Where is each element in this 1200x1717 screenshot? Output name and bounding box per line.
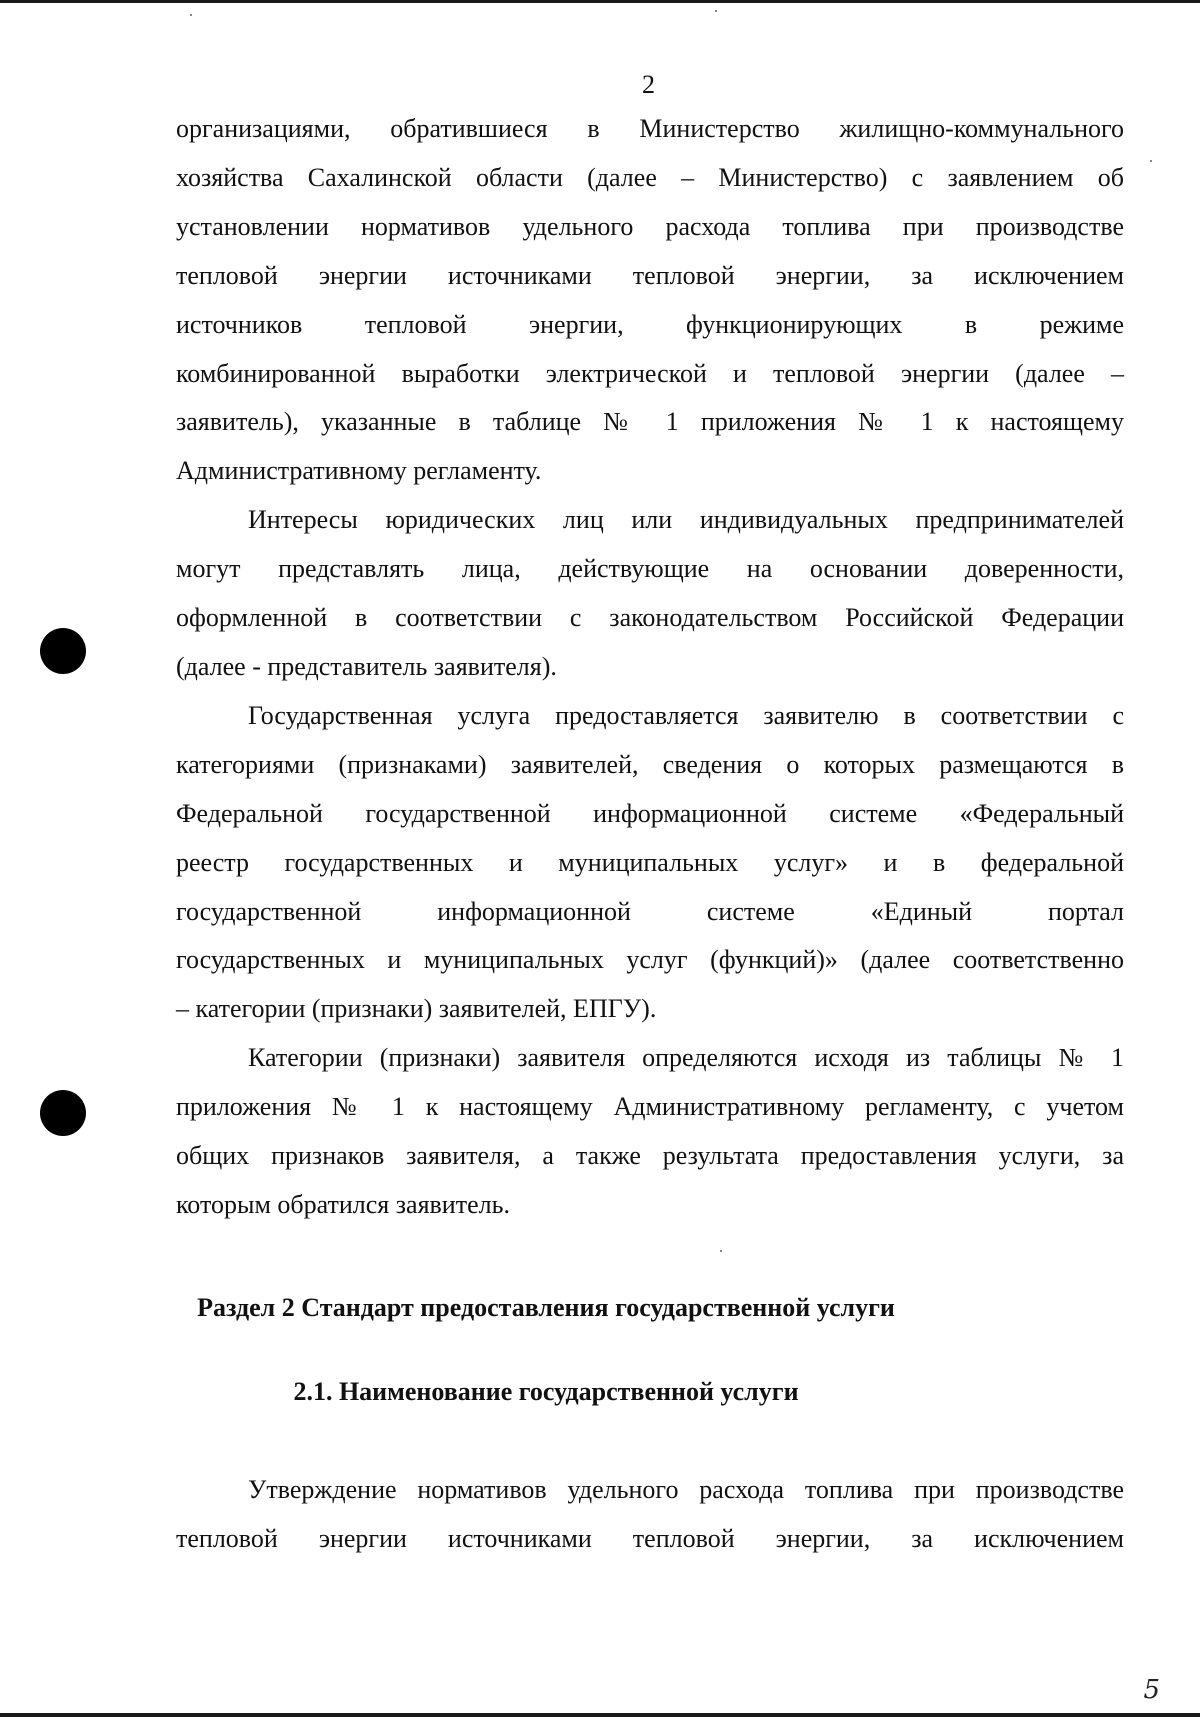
page-number: 2 [642,70,655,99]
text-line: Утверждение нормативов удельного расхода топлива при производстве [248,1475,1124,1504]
scan-speck [1150,160,1152,162]
text-line: Государственная услуга предоставляется заявителю в соответствии с [248,700,1124,730]
paragraph-representatives [176,496,1124,692]
text-line: категориями (признаками) заявителей, сведения о которых размещаются в [176,749,1124,779]
text-line: могут представлять лица, действующие на основании доверенности, [176,554,1124,584]
body-text-top [176,105,1124,1230]
text-line: заявитель), указанные в таблице № 1 приложения № 1 к настоящему [176,407,1124,437]
paragraph-applicants [176,105,1124,496]
text-line: которым обратился заявитель. [176,1189,510,1219]
text-line: источников тепловой энергии, функционирующих в режиме [176,309,1124,339]
text-line: приложения № 1 к настоящему Административному регламенту, с учетом [176,1092,1124,1122]
text-line: хозяйства Сахалинской области (далее – Министерство) с заявлением об [176,162,1124,192]
text-line: организациями, обратившиеся в Министерство жилищно-коммунального [176,114,1124,143]
punch-hole [40,1090,86,1136]
body-text-bottom [176,1466,1124,1563]
text-line: установлении нормативов удельного расхода топлива при производстве [176,211,1124,241]
text-line: Федеральной государственной информационной системе «Федеральный [176,798,1124,828]
text-line: общих признаков заявителя, а также результата предоставления услуги, за [176,1141,1124,1171]
text-line: реестр государственных и муниципальных услуг» и в федеральной [176,847,1124,877]
paragraph-categories [176,692,1124,1034]
subsection-heading: 2.1. Наименование государственной услуги [293,1377,799,1406]
scan-top-edge [0,0,1200,3]
scan-bottom-edge [0,1713,1200,1717]
scan-speck [720,1250,722,1252]
text-line: государственной информационной системе «Единый портал [176,896,1124,926]
text-line: тепловой энергии источниками тепловой энергии, за исключением [176,260,1124,290]
text-line: оформленной в соответствии с законодательством Российской Федерации [176,603,1124,633]
text-line: – категории (признаки) заявителей, ЕПГУ). [176,994,657,1024]
scan-speck [715,10,717,12]
text-line: (далее - представитель заявителя). [176,651,557,681]
punch-hole [40,628,86,674]
scan-speck [190,14,192,16]
handwritten-mark: 5 [1143,1675,1160,1705]
text-line: Категории (признаки) заявителя определяются исходя из таблицы № 1 [248,1043,1124,1073]
text-line: тепловой энергии источниками тепловой энергии, за исключением [176,1523,1124,1553]
text-line: комбинированной выработки электрической и тепловой энергии (далее – [176,358,1124,388]
text-line: Административному регламенту. [176,456,542,486]
paragraph-category-definition [176,1034,1124,1230]
section-heading: Раздел 2 Стандарт предоставления государственной услуги [197,1293,895,1322]
text-line: государственных и муниципальных услуг (функций)» (далее соответственно [176,945,1124,975]
text-line: Интересы юридических лиц или индивидуальных предпринимателей [248,505,1124,535]
